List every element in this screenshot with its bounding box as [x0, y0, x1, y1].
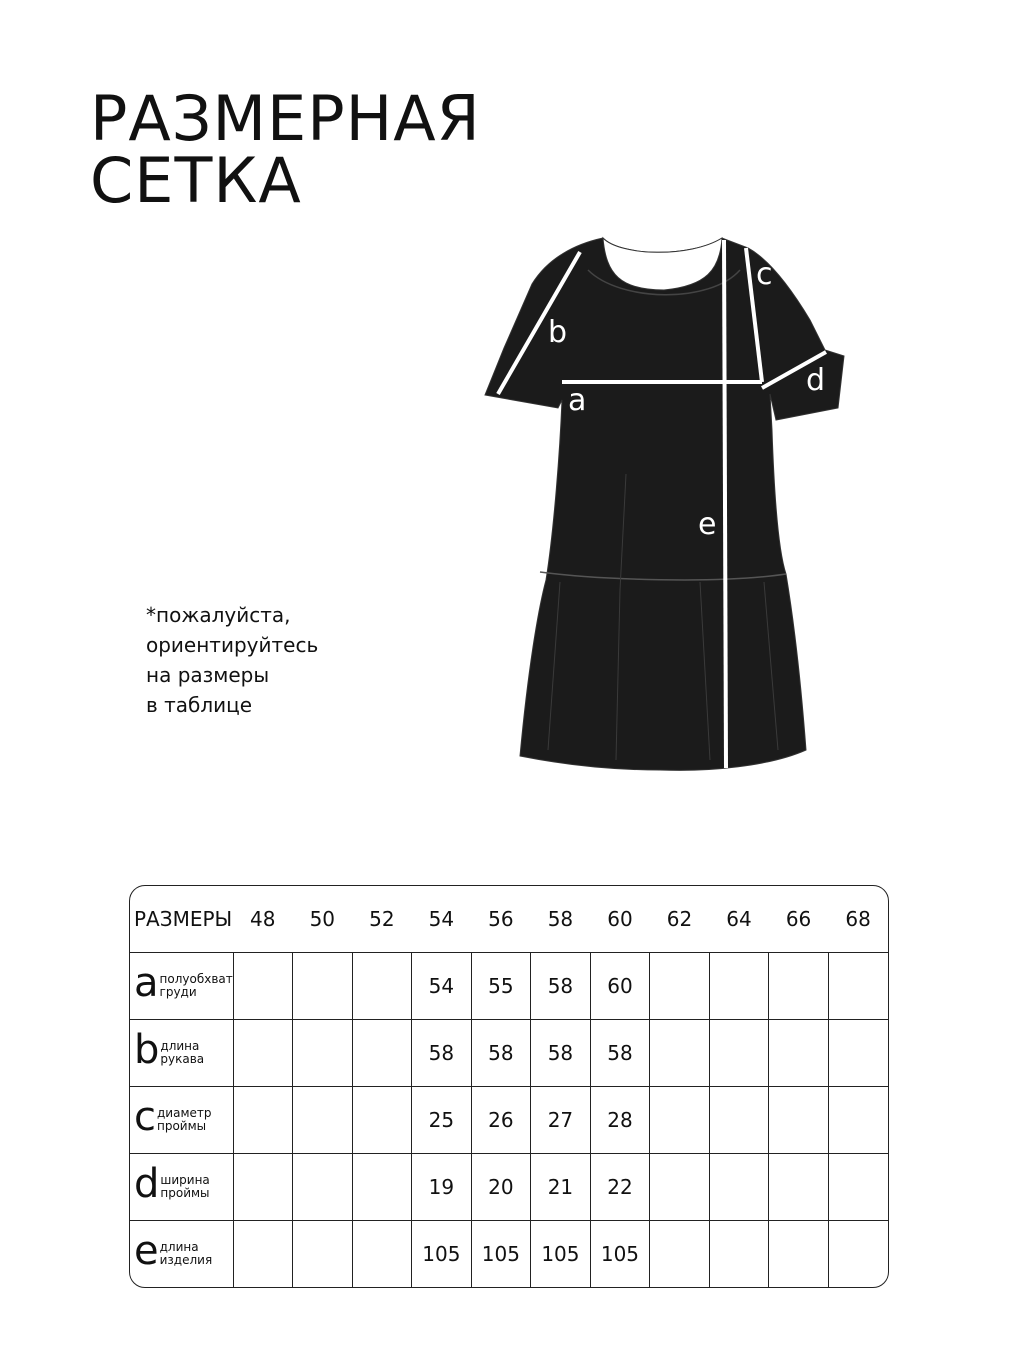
size-cell-d-48 [233, 1154, 293, 1221]
size-cell-e-60: 105 [590, 1221, 650, 1287]
size-cell-c-66 [769, 1087, 829, 1154]
size-note [146, 600, 318, 720]
size-header-62: 62 [666, 907, 693, 931]
size-cell-b-68 [828, 1020, 888, 1087]
size-cell-d-56: 20 [471, 1154, 531, 1221]
size-cell-c-60: 28 [590, 1087, 650, 1154]
size-row-e [130, 1221, 888, 1287]
size-cell-d-64 [709, 1154, 769, 1221]
row-label [130, 1161, 233, 1208]
row-letter: d [134, 1161, 160, 1208]
size-cell-d-66 [769, 1154, 829, 1221]
size-cell-b-64 [709, 1020, 769, 1087]
row-description-line-2: проймы [157, 1119, 207, 1134]
row-description [157, 1107, 212, 1133]
size-header-56: 56 [488, 907, 514, 931]
row-letter: a [134, 960, 159, 1007]
size-cell-e-66 [769, 1221, 829, 1287]
size-cell-a-64 [709, 953, 769, 1020]
size-header-64: 64 [726, 907, 752, 931]
row-label [130, 1228, 233, 1275]
size-cell-e-52 [352, 1221, 412, 1287]
size-note-line-2: ориентируйтесь [146, 633, 319, 657]
size-note-line-3: на размеры [146, 663, 270, 687]
size-cell-b-50 [293, 1020, 353, 1087]
size-cell-b-58: 58 [531, 1020, 591, 1087]
size-row-label-d [130, 1154, 233, 1221]
size-table-header-label: РАЗМЕРЫ [134, 907, 233, 931]
size-row-label-c [130, 1087, 233, 1154]
size-cell-e-68 [828, 1221, 888, 1287]
row-letter: b [134, 1027, 160, 1074]
size-cell-c-56: 26 [471, 1087, 531, 1154]
size-cell-b-48 [233, 1020, 293, 1087]
size-cell-b-54: 58 [412, 1020, 472, 1087]
size-cell-e-56: 105 [471, 1221, 531, 1287]
size-cell-b-62 [650, 1020, 710, 1087]
size-cell-a-68 [828, 953, 888, 1020]
size-cell-b-60: 58 [590, 1020, 650, 1087]
dress-diagram [470, 230, 870, 810]
size-cell-a-48 [233, 953, 293, 1020]
dress-silhouette [485, 238, 844, 770]
size-cell-d-62 [650, 1154, 710, 1221]
row-description-line-1: длина [160, 1039, 200, 1054]
size-cell-a-54: 54 [412, 953, 472, 1020]
size-cell-a-66 [769, 953, 829, 1020]
size-row-b [130, 1020, 888, 1087]
measure-label-e: e [698, 507, 717, 542]
size-cell-c-48 [233, 1087, 293, 1154]
row-description [160, 1174, 209, 1200]
size-cell-e-50 [293, 1221, 353, 1287]
row-description-line-2: груди [159, 985, 197, 1000]
size-cell-a-50 [293, 953, 353, 1020]
size-cell-c-58: 27 [531, 1087, 591, 1154]
measure-label-b: b [548, 315, 568, 350]
row-description [160, 1241, 213, 1267]
size-header-48: 48 [250, 907, 276, 931]
size-cell-c-62 [650, 1087, 710, 1154]
size-cell-e-62 [650, 1221, 710, 1287]
measure-label-c: c [756, 257, 773, 292]
row-label [130, 1027, 233, 1074]
row-description-line-1: длина [159, 1240, 199, 1255]
size-cell-a-58: 58 [531, 953, 591, 1020]
size-cell-b-66 [769, 1020, 829, 1087]
size-table-header-row [130, 886, 888, 953]
size-cell-c-50 [293, 1087, 353, 1154]
size-cell-e-48 [233, 1221, 293, 1287]
size-header-50: 50 [309, 907, 336, 931]
size-cell-a-60: 60 [590, 953, 650, 1020]
size-cell-e-64 [709, 1221, 769, 1287]
row-letter: c [134, 1094, 156, 1141]
page-title-line-1: РАЗМЕРНАЯ [90, 82, 481, 155]
size-cell-b-56: 58 [471, 1020, 531, 1087]
size-cell-d-52 [352, 1154, 412, 1221]
row-description-line-1: ширина [160, 1173, 210, 1188]
size-cell-a-52 [352, 953, 412, 1020]
size-table-grid [130, 886, 888, 1287]
size-row-label-b [130, 1020, 233, 1087]
size-row-d [130, 1154, 888, 1221]
size-note-line-1: *пожалуйста, [146, 603, 291, 627]
row-label [130, 960, 233, 1007]
size-cell-a-62 [650, 953, 710, 1020]
row-description [160, 1040, 204, 1066]
size-cell-c-64 [709, 1087, 769, 1154]
size-header-52: 52 [369, 907, 395, 931]
size-header-66: 66 [785, 907, 812, 931]
size-cell-e-58: 105 [531, 1221, 591, 1287]
size-cell-e-54: 105 [412, 1221, 472, 1287]
size-header-68: 68 [845, 907, 871, 931]
size-header-54: 54 [428, 907, 455, 931]
page-title-line-2: СЕТКА [90, 144, 302, 217]
measure-label-a: a [568, 383, 587, 418]
row-description-line-1: диаметр [157, 1106, 212, 1121]
size-table [129, 885, 889, 1288]
row-description [160, 973, 233, 999]
size-cell-d-68 [828, 1154, 888, 1221]
size-cell-d-60: 22 [590, 1154, 650, 1221]
row-description-line-2: изделия [159, 1253, 213, 1268]
size-row-label-e [130, 1221, 233, 1287]
size-row-label-a [130, 953, 233, 1020]
row-description-line-2: рукава [160, 1052, 205, 1067]
row-description-line-2: проймы [160, 1186, 210, 1201]
row-label [130, 1094, 233, 1141]
size-cell-d-50 [293, 1154, 353, 1221]
size-cell-a-56: 55 [471, 953, 531, 1020]
page-title [90, 82, 481, 217]
size-cell-b-52 [352, 1020, 412, 1087]
size-cell-d-54: 19 [412, 1154, 472, 1221]
measure-line-e [724, 240, 726, 768]
row-description-line-1: полуобхват [159, 972, 233, 987]
size-cell-c-68 [828, 1087, 888, 1154]
size-row-c [130, 1087, 888, 1154]
size-note-line-4: в таблице [146, 693, 253, 717]
row-letter: e [134, 1228, 159, 1275]
measure-label-d: d [806, 363, 826, 398]
size-header-58: 58 [547, 907, 574, 931]
size-row-a [130, 953, 888, 1020]
size-header-60: 60 [607, 907, 633, 931]
size-cell-c-52 [352, 1087, 412, 1154]
size-cell-d-58: 21 [531, 1154, 591, 1221]
size-cell-c-54: 25 [412, 1087, 472, 1154]
